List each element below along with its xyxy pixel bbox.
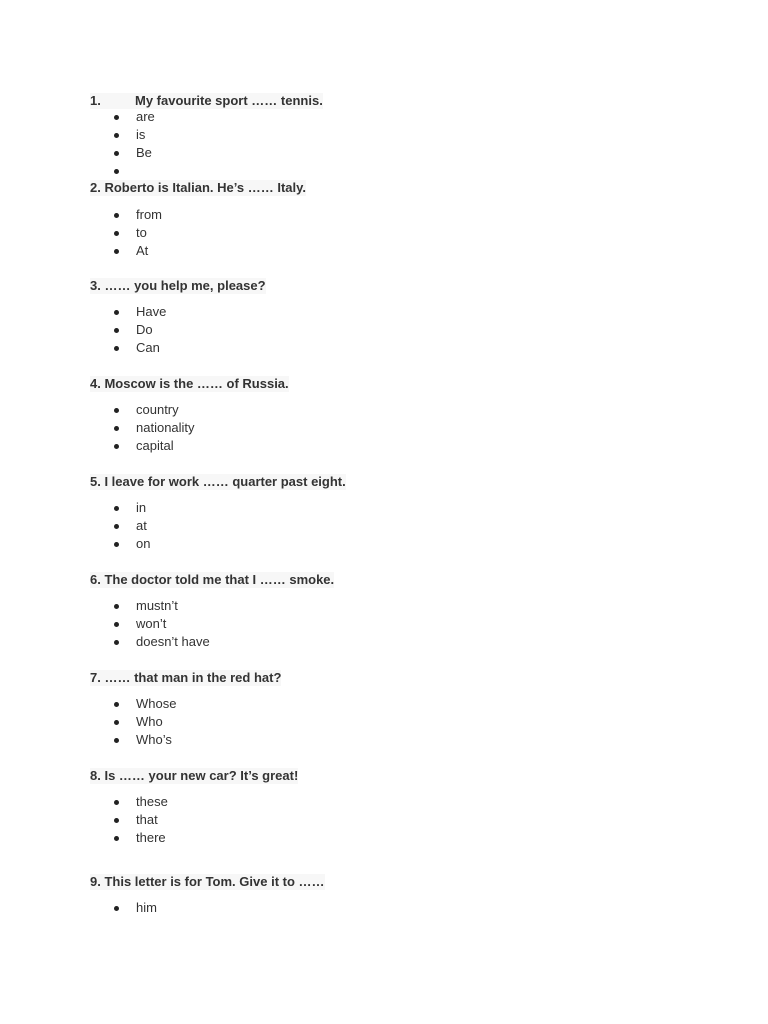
option-label: Be xyxy=(136,145,152,160)
option-label: on xyxy=(136,536,151,551)
option-label: mustn’t xyxy=(136,598,178,613)
option-label: Who’s xyxy=(136,732,172,747)
bullet-icon xyxy=(114,506,119,511)
question-8 xyxy=(90,768,298,784)
question-4-text: 4. Moscow is the …… of Russia. xyxy=(90,376,289,391)
option-label: Do xyxy=(136,322,153,337)
bullet-icon xyxy=(114,151,119,156)
option-label: to xyxy=(136,225,147,240)
option-label: there xyxy=(136,830,166,845)
option-label: are xyxy=(136,109,155,124)
question-8-text: 8. Is …… your new car? It’s great! xyxy=(90,768,299,783)
bullet-icon xyxy=(114,836,119,841)
bullet-icon xyxy=(114,115,119,120)
option-label: Whose xyxy=(136,696,177,711)
bullet-icon xyxy=(114,213,119,218)
question-6 xyxy=(90,572,334,588)
bullet-icon xyxy=(114,346,119,351)
bullet-icon xyxy=(114,738,119,743)
option-label: Who xyxy=(136,714,163,729)
question-4 xyxy=(90,376,289,392)
bullet-icon xyxy=(114,408,119,413)
question-9 xyxy=(90,874,325,890)
bullet-icon xyxy=(114,906,119,911)
option-label: doesn’t have xyxy=(136,634,210,649)
question-6-text: 6. The doctor told me that I …… smoke. xyxy=(90,572,335,587)
option-label: that xyxy=(136,812,158,827)
bullet-icon xyxy=(114,249,119,254)
option-label: is xyxy=(136,127,146,142)
option-label: capital xyxy=(136,438,174,453)
bullet-icon xyxy=(114,604,119,609)
bullet-icon xyxy=(114,310,119,315)
question-1-number: 1. xyxy=(90,93,101,108)
option-label: Can xyxy=(136,340,160,355)
option-label: At xyxy=(136,243,149,258)
question-1-text: My favourite sport …… tennis. xyxy=(135,93,323,108)
question-9-text: 9. This letter is for Tom. Give it to …… xyxy=(90,874,325,889)
bullet-icon xyxy=(114,231,119,236)
option-label: in xyxy=(136,500,147,515)
question-3-text: 3. …… you help me, please? xyxy=(90,278,266,293)
bullet-icon xyxy=(114,542,119,547)
question-1 xyxy=(90,93,323,109)
question-5 xyxy=(90,474,346,490)
bullet-icon xyxy=(114,702,119,707)
question-7 xyxy=(90,670,281,686)
bullet-icon xyxy=(114,444,119,449)
option-label: nationality xyxy=(136,420,195,435)
question-2-text: 2. Roberto is Italian. He’s …… Italy. xyxy=(90,180,306,195)
bullet-icon xyxy=(114,328,119,333)
option-label: from xyxy=(136,207,162,222)
question-3 xyxy=(90,278,266,294)
option-label: won’t xyxy=(136,616,167,631)
option-label: him xyxy=(136,900,157,915)
option-label: country xyxy=(136,402,179,417)
bullet-icon xyxy=(114,524,119,529)
bullet-icon xyxy=(114,640,119,645)
question-2 xyxy=(90,180,306,196)
bullet-icon xyxy=(114,720,119,725)
bullet-icon xyxy=(114,818,119,823)
bullet-icon xyxy=(114,133,119,138)
question-5-text: 5. I leave for work …… quarter past eight. xyxy=(90,474,346,489)
option-label: Have xyxy=(136,304,167,319)
option-label: at xyxy=(136,518,147,533)
question-7-text: 7. …… that man in the red hat? xyxy=(90,670,282,685)
bullet-icon xyxy=(114,622,119,627)
bullet-icon xyxy=(114,426,119,431)
bullet-icon xyxy=(114,169,119,174)
bullet-icon xyxy=(114,800,119,805)
option-label: these xyxy=(136,794,168,809)
